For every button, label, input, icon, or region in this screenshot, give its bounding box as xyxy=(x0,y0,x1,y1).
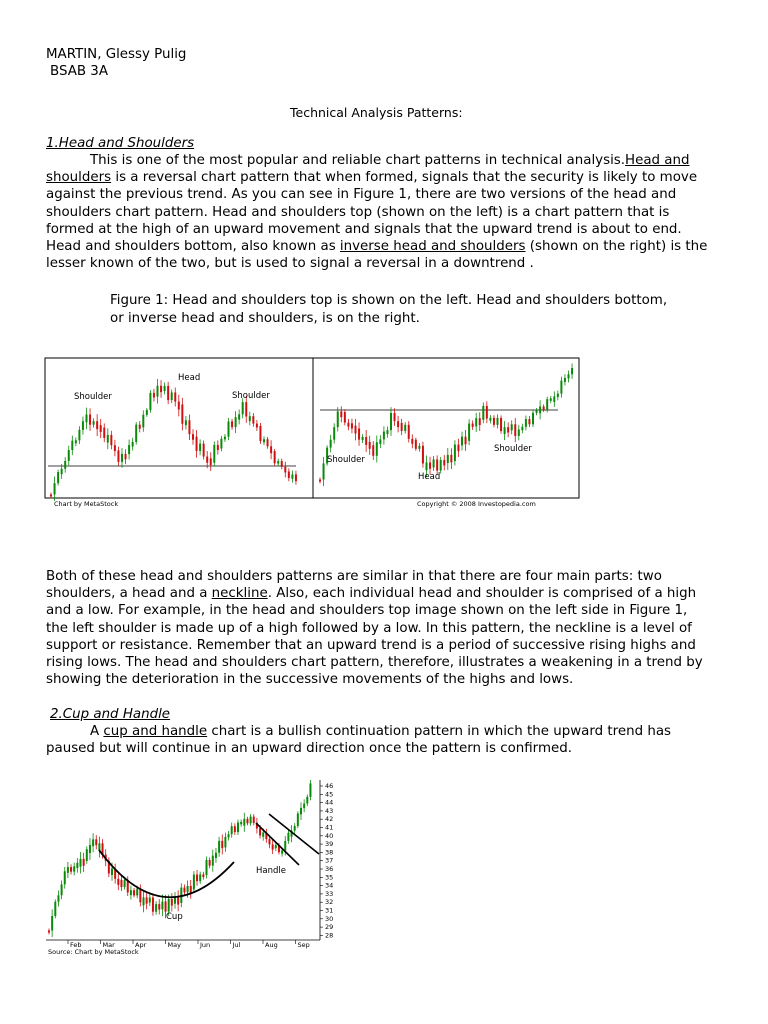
candle-body xyxy=(272,844,274,849)
candle-body xyxy=(70,867,72,872)
candle-body xyxy=(231,421,233,427)
label-head-top: Head xyxy=(178,373,201,383)
candle-body xyxy=(401,423,403,431)
x-month-label: Sep xyxy=(297,941,310,949)
candle-body xyxy=(461,437,463,446)
candle-body xyxy=(237,823,239,833)
candle-body xyxy=(386,430,388,434)
candle-body xyxy=(372,445,374,456)
candle-body xyxy=(96,421,98,429)
candle-body xyxy=(333,427,335,440)
candle-body xyxy=(157,386,159,397)
candle-body xyxy=(221,841,223,848)
candle-body xyxy=(507,427,509,432)
candle-body xyxy=(284,841,286,851)
candle-body xyxy=(133,890,135,895)
candle-body xyxy=(303,804,305,809)
candle-body xyxy=(571,368,573,374)
candle-body xyxy=(340,411,342,417)
label-shoulder-left-bottom: Shoulder xyxy=(327,455,365,465)
candle-body xyxy=(89,414,91,424)
candle-body xyxy=(472,424,474,427)
x-month-label: Aug xyxy=(265,941,278,949)
candle-body xyxy=(181,405,183,424)
candle-body xyxy=(557,394,559,397)
candle-body xyxy=(89,845,91,853)
candle-body xyxy=(146,897,148,903)
head-shoulders-chart xyxy=(44,357,584,509)
figure2-chart xyxy=(44,778,364,964)
candle-body xyxy=(187,886,189,892)
candle-body xyxy=(250,817,252,824)
candle-body xyxy=(564,378,566,382)
candle-body xyxy=(532,413,534,425)
candle-body xyxy=(143,897,145,905)
candle-body xyxy=(291,474,293,478)
label-cup: Cup xyxy=(166,912,183,922)
label-head-bottom: Head xyxy=(418,472,441,482)
candle-body xyxy=(135,425,137,442)
link-neckline[interactable]: neckline xyxy=(211,586,268,602)
y-tick-label: 44 xyxy=(325,798,334,807)
candle-body xyxy=(78,430,80,440)
candle-body xyxy=(75,440,77,443)
author-section: BSAB 3A xyxy=(50,64,108,79)
candle-body xyxy=(553,396,555,402)
label-shoulder-right-bottom: Shoulder xyxy=(494,444,532,454)
figure1-chart xyxy=(44,357,584,513)
candle-body xyxy=(256,424,258,428)
candle-body xyxy=(212,856,214,866)
candle-body xyxy=(217,445,219,450)
candle-body xyxy=(149,393,151,410)
candle-body xyxy=(139,889,141,903)
y-tick-label: 37 xyxy=(325,856,334,865)
candle-body xyxy=(390,413,392,430)
candle-body xyxy=(475,418,477,426)
candle-body xyxy=(347,423,349,427)
candle-body xyxy=(54,483,56,494)
candle-body xyxy=(153,393,155,398)
author-name: MARTIN, Glessy Pulig xyxy=(46,47,187,62)
candle-body xyxy=(294,826,296,831)
candle-body xyxy=(199,874,201,881)
candle-body xyxy=(263,439,265,442)
candle-body xyxy=(394,413,396,421)
candle-body xyxy=(73,866,75,871)
y-tick-label: 38 xyxy=(325,848,334,857)
candle-body xyxy=(54,902,56,916)
candle-body xyxy=(497,418,499,425)
candle-body xyxy=(288,471,290,478)
label-shoulder-left-top: Shoulder xyxy=(74,392,112,402)
candle-body xyxy=(284,467,286,473)
candle-body xyxy=(183,888,185,893)
candle-body xyxy=(436,459,438,470)
candle-body xyxy=(206,457,208,463)
candle-body xyxy=(64,871,66,884)
candle-body xyxy=(177,897,179,905)
candle-body xyxy=(224,837,226,847)
candle-body xyxy=(234,826,236,832)
candle-body xyxy=(224,437,226,440)
candle-body xyxy=(218,841,220,853)
candle-body xyxy=(68,450,70,461)
y-tick-label: 40 xyxy=(325,831,334,840)
candle-body xyxy=(479,418,481,425)
candle-body xyxy=(504,427,506,434)
candle-body xyxy=(450,455,452,463)
candle-body xyxy=(514,424,516,436)
candle-body xyxy=(259,828,261,835)
y-tick-label: 35 xyxy=(325,873,334,882)
y-tick-label: 42 xyxy=(325,815,334,824)
candle-body xyxy=(86,849,88,861)
candle-body xyxy=(213,445,215,463)
candle-body xyxy=(489,418,491,421)
label-handle: Handle xyxy=(256,866,286,876)
candle-body xyxy=(362,437,364,440)
candle-body xyxy=(149,898,151,903)
candle-body xyxy=(408,425,410,439)
candle-body xyxy=(281,851,283,854)
candle-body xyxy=(228,421,230,436)
x-month-label: Feb xyxy=(70,941,82,949)
credit-left: Chart by MetaStock xyxy=(54,500,119,508)
link-head-and-shoulders[interactable]: Head and shoulders xyxy=(46,153,690,186)
candle-body xyxy=(164,386,166,391)
y-tick-label: 34 xyxy=(325,881,334,890)
candle-body xyxy=(383,432,385,440)
candle-body xyxy=(61,884,63,895)
candle-body xyxy=(136,889,138,896)
candle-body xyxy=(323,463,325,479)
candle-body xyxy=(277,461,279,464)
paragraph-text: (shown on the right) is the lesser known of the two, but is used to signal a reversal in a downtrend . xyxy=(46,239,708,272)
candle-body xyxy=(82,421,84,430)
candle-body xyxy=(418,446,420,449)
candle-body xyxy=(376,442,378,456)
candle-body xyxy=(64,461,66,469)
x-month-label: Mar xyxy=(102,941,115,949)
candle-body xyxy=(344,412,346,423)
candle-body xyxy=(309,783,311,797)
candle-body xyxy=(415,440,417,449)
candle-body xyxy=(178,402,180,410)
y-tick-label: 43 xyxy=(325,806,334,815)
paragraph-head-shoulders-parts xyxy=(46,568,712,688)
candle-body xyxy=(67,867,69,873)
candle-body xyxy=(76,863,78,868)
candle-body xyxy=(51,916,53,930)
candle-body xyxy=(252,416,254,423)
candle-body xyxy=(190,886,192,893)
candle-body xyxy=(267,439,269,446)
candle-body xyxy=(379,439,381,444)
paragraph-text: . Also, each individual head and shoulder is comprised of a high and a low. For example, in the head and shoulders top image shown on the left side in Figure 1, the left shoulder is made up of a high followed by a low. In this pattern, the neckline is a level of support or resistance. Remember that an upward trend is a period of successive rising highs and rising lows. The head and shoulders chart pattern, therefore, illustrates a weakening in a trend by showing the deterioration in the successive movements of the highs and lows. xyxy=(46,586,703,688)
candle-body xyxy=(155,904,157,912)
y-tick-label: 29 xyxy=(325,923,334,932)
paragraph-text: chart is a bullish continuation pattern in which the upward trend has paused but will continue in an upward direction once the pattern is confirmed. xyxy=(46,724,672,757)
paragraph-text: A xyxy=(90,724,104,739)
label-shoulder-right-top: Shoulder xyxy=(232,391,270,401)
candle-body xyxy=(92,839,94,846)
candle-body xyxy=(246,819,248,823)
section-heading-cup-handle: 2.Cup and Handle xyxy=(50,707,171,722)
section-heading-head-shoulders: 1.Head and Shoulders xyxy=(46,136,195,151)
candle-body xyxy=(511,424,513,430)
candle-body xyxy=(199,444,201,451)
candle-body xyxy=(245,402,247,416)
candle-body xyxy=(543,406,545,410)
candle-body xyxy=(560,381,562,394)
candle-body xyxy=(429,462,431,468)
candle-body xyxy=(281,461,283,467)
candle-body xyxy=(196,875,198,882)
candle-body xyxy=(270,446,272,453)
x-month-label: Apr xyxy=(135,941,147,949)
candle-body xyxy=(411,439,413,444)
candle-body xyxy=(521,427,523,430)
candle-body xyxy=(167,386,169,400)
candle-body xyxy=(185,420,187,425)
y-tick-label: 39 xyxy=(325,840,334,849)
candle-body xyxy=(493,418,495,425)
source-credit: Source: Chart by MetaStock xyxy=(48,948,139,956)
candle-body xyxy=(142,415,144,427)
candle-body xyxy=(117,879,119,885)
candle-body xyxy=(351,423,353,428)
candle-body xyxy=(297,813,299,826)
candle-body xyxy=(259,426,261,441)
candle-body xyxy=(124,880,126,887)
y-tick-label: 28 xyxy=(325,931,334,940)
paragraph-text: is a reversal chart pattern that when formed, signals that the security is likely to move against the previous trend. As you can see in Figure 1, there are two versions of the head and shoulders chart pattern. Head and shoulders top (shown on the left) is a chart pattern that is formed at the high of an upward movement and signals that the upward trend is about to end. Head and shoulders bottom, also known as xyxy=(46,170,698,255)
y-tick-label: 45 xyxy=(325,790,334,799)
candle-body xyxy=(130,890,132,895)
candle-body xyxy=(275,845,277,848)
candle-body xyxy=(188,420,190,434)
candle-body xyxy=(61,469,63,474)
candle-body xyxy=(111,868,113,875)
candle-body xyxy=(132,442,134,447)
x-month-label: Jul xyxy=(232,941,241,949)
candle-body xyxy=(95,839,97,845)
candle-body xyxy=(171,899,173,906)
candle-body xyxy=(80,859,82,867)
candle-body xyxy=(152,898,154,912)
candle-body xyxy=(203,444,205,457)
candle-body xyxy=(546,399,548,410)
candle-body xyxy=(192,434,194,440)
candle-body xyxy=(355,426,357,434)
candle-body xyxy=(121,454,123,462)
y-tick-label: 46 xyxy=(325,782,334,790)
candle-body xyxy=(243,819,245,826)
candle-body xyxy=(536,410,538,412)
candle-body xyxy=(525,419,527,427)
candle-body xyxy=(103,428,105,438)
candle-body xyxy=(528,419,530,424)
candle-body xyxy=(330,440,332,448)
candle-body xyxy=(220,439,222,449)
link-cup-and-handle[interactable]: cup and handle xyxy=(103,724,208,739)
candle-body xyxy=(231,826,233,834)
y-tick-labels xyxy=(320,782,333,939)
candle-body xyxy=(161,901,163,909)
candle-body xyxy=(422,446,424,464)
y-tick-label: 30 xyxy=(325,914,334,923)
y-tick-label: 31 xyxy=(325,906,334,915)
candle-body xyxy=(249,416,251,421)
candle-body xyxy=(486,406,488,419)
document-title: Technical Analysis Patterns: xyxy=(290,105,463,120)
candle-body xyxy=(287,833,289,841)
candle-body xyxy=(125,454,127,459)
x-month-label: May xyxy=(167,941,181,949)
candle-body xyxy=(171,392,173,400)
candle-body xyxy=(454,445,456,462)
candle-body xyxy=(319,480,321,482)
candle-body xyxy=(158,904,160,909)
candle-body xyxy=(482,406,484,420)
paragraph-head-shoulders-intro xyxy=(46,152,712,272)
candle-body xyxy=(358,428,360,439)
candle-body xyxy=(114,445,116,451)
candle-body xyxy=(206,860,208,875)
candle-body xyxy=(110,435,112,445)
candle-body xyxy=(50,495,52,497)
candle-body xyxy=(440,460,442,471)
candle-body xyxy=(306,797,308,804)
candle-body xyxy=(71,441,73,450)
cup-handle-chart xyxy=(44,778,364,960)
x-month-label: Jun xyxy=(200,941,211,949)
candle-body xyxy=(253,817,255,823)
candle-body xyxy=(447,455,449,463)
candle-body xyxy=(568,374,570,378)
candle-body xyxy=(397,421,399,427)
candle-body xyxy=(240,822,242,824)
candle-body xyxy=(57,472,59,483)
candle-body xyxy=(228,834,230,837)
candle-body xyxy=(269,839,271,844)
candle-body xyxy=(337,411,339,427)
candle-body xyxy=(210,458,212,465)
candle-body xyxy=(426,462,428,470)
candle-body xyxy=(209,860,211,866)
candle-body xyxy=(404,425,406,431)
candle-body xyxy=(100,425,102,432)
candle-body xyxy=(550,398,552,400)
candle-body xyxy=(262,832,264,836)
candle-body xyxy=(500,418,502,431)
candle-body xyxy=(86,414,88,422)
y-tick-label: 33 xyxy=(325,889,334,898)
candle-body xyxy=(433,459,435,467)
paragraph-cup-handle xyxy=(46,723,712,757)
candle-body xyxy=(468,424,470,441)
candle-body xyxy=(274,451,276,463)
candle-body xyxy=(107,435,109,443)
candle-body xyxy=(465,437,467,445)
y-tick-label: 36 xyxy=(325,865,334,873)
candle-body xyxy=(365,437,367,445)
candle-body xyxy=(117,450,119,461)
candle-body xyxy=(83,859,85,866)
candle-body xyxy=(295,474,297,481)
candle-body xyxy=(443,460,445,465)
candle-body xyxy=(238,414,240,419)
candle-body xyxy=(139,425,141,429)
candle-body xyxy=(128,445,130,454)
candle-body xyxy=(457,445,459,452)
candle-body xyxy=(242,402,244,414)
candle-body xyxy=(174,392,176,401)
candle-body xyxy=(235,417,237,427)
candle-body xyxy=(193,875,195,890)
handle-line-lower xyxy=(256,823,299,865)
candle-body xyxy=(165,901,167,911)
candle-body xyxy=(146,410,148,415)
link-inverse-head-and-shoulders[interactable]: inverse head and shoulders xyxy=(339,239,526,255)
candle-body xyxy=(369,442,371,449)
y-tick-label: 32 xyxy=(325,898,334,907)
candle-body xyxy=(93,421,95,425)
candle-body xyxy=(300,808,302,814)
candle-body xyxy=(57,895,59,901)
candle-body xyxy=(215,853,217,858)
figure1-caption: Figure 1: Head and shoulders top is shown on the left. Head and shoulders bottom, or inverse head and shoulders, is on the right. xyxy=(110,293,668,326)
candle-body xyxy=(202,874,204,877)
credit-right: Copyright © 2008 Investopedia.com xyxy=(417,500,536,508)
paragraph-text: This is one of the most popular and reliable chart patterns in technical analysis. xyxy=(90,153,626,168)
candle-body xyxy=(539,406,541,413)
candle-body xyxy=(48,931,50,933)
paragraph-text: Both of these head and shoulders patterns are similar in that there are four main parts: two shoulders, a head and a xyxy=(46,569,662,602)
candle-body xyxy=(160,386,162,392)
candle-body xyxy=(196,437,198,451)
candle-body xyxy=(168,899,170,912)
y-tick-label: 41 xyxy=(325,823,334,832)
candle-body xyxy=(120,880,122,887)
candle-body xyxy=(518,429,520,435)
